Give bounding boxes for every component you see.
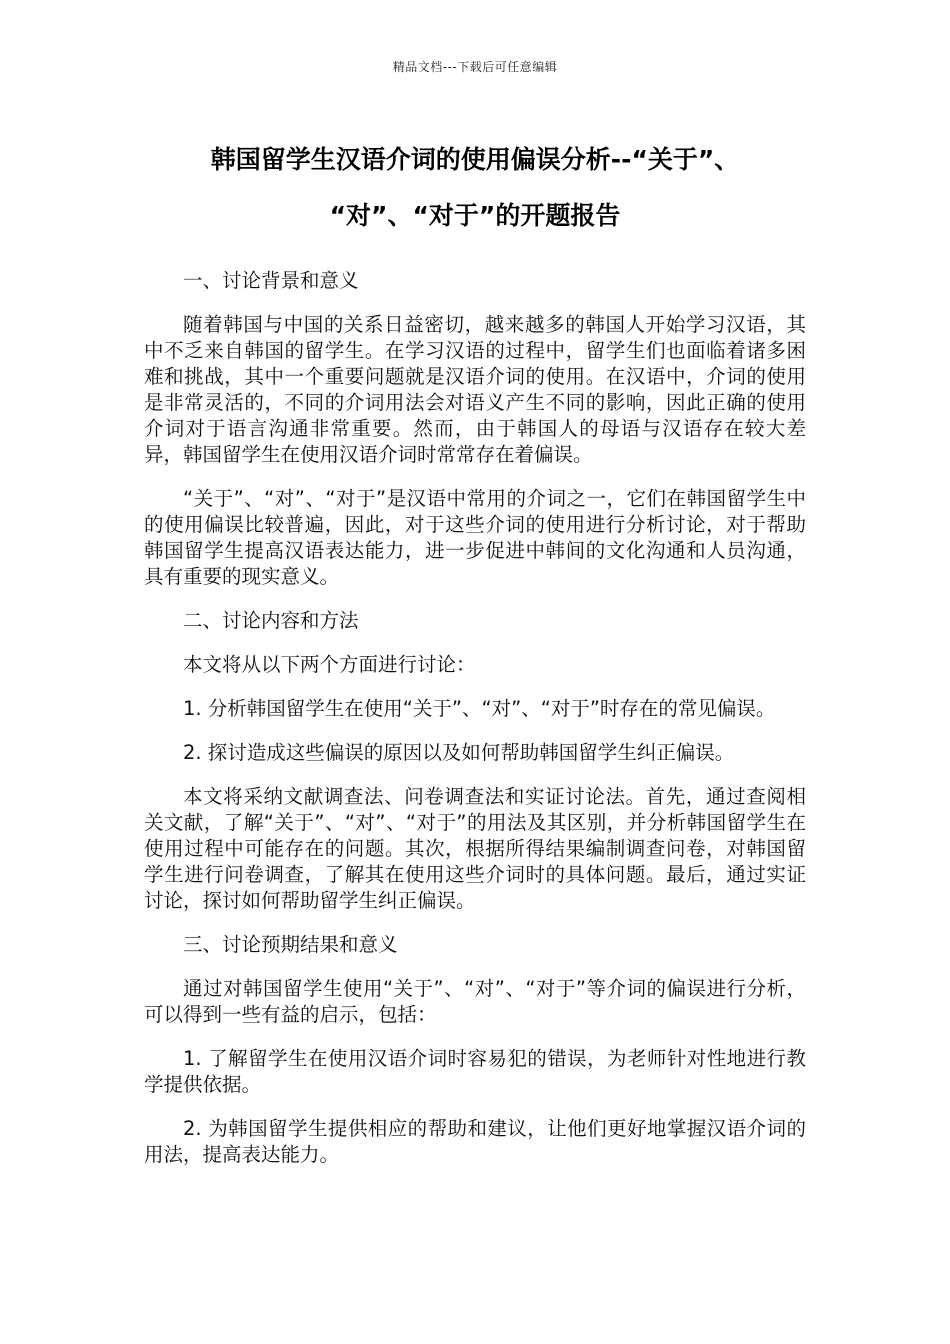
paragraph-results-intro: 通过对韩国留学生使用“关于”、“对”、“对于”等介词的偏误进行分析，可以得到一些有益的启示，包括： xyxy=(144,977,806,1026)
list-item-content-2: 2. 探讨造成这些偏误的原因以及如何帮助韩国留学生纠正偏误。 xyxy=(183,741,735,764)
paragraph-content-intro: 本文将从以下两个方面进行讨论： xyxy=(183,653,476,676)
list-item-results-2: 2. 为韩国留学生提供相应的帮助和建议，让他们更好地掌握汉语介词的用法，提高表达能力。 xyxy=(144,1117,806,1166)
section-heading-background: 一、讨论背景和意义 xyxy=(183,269,359,292)
paragraph-methods: 本文将采纳文献调查法、问卷调查法和实证讨论法。首先，通过查阅相关文献，了解“关于”、“对”、“对于”的用法及其区别，并分析韩国留学生在使用过程中可能存在的问题。其次，根据所得结果编制调查问卷，对韩国留学生进行问卷调查，了解其在使用这些介词时的具体问题。最后，通过实证讨论，探讨如何帮助留学生纠正偏误。 xyxy=(144,785,806,912)
list-item-results-1: 1. 了解留学生在使用汉语介词时容易犯的错误，为老师针对性地进行教学提供依据。 xyxy=(144,1047,806,1096)
header-note: 精品文档---下载后可任意编辑 xyxy=(392,60,558,74)
document-body xyxy=(144,268,806,1186)
document-title xyxy=(140,132,810,244)
title-line-2: “对”、“对于”的开题报告 xyxy=(329,201,621,230)
paragraph-background-1: 随着韩国与中国的关系日益密切，越来越多的韩国人开始学习汉语，其中不乏来自韩国的留学生。在学习汉语的过程中，留学生们也面临着诸多困难和挑战，其中一个重要问题就是汉语介词的使用。在汉语中，介词的使用是非常灵活的，不同的介词用法会对语义产生不同的影响，因此正确的使用介词对于语言沟通非常重要。然而，由于韩国人的母语与汉语存在较大差异，韩国留学生在使用汉语介词时常常存在着偏误。 xyxy=(144,313,806,466)
section-heading-content: 二、讨论内容和方法 xyxy=(183,609,359,632)
paragraph-background-2: “关于”、“对”、“对于”是汉语中常用的介词之一，它们在韩国留学生中的使用偏误比较普遍，因此，对于这些介词的使用进行分析讨论，对于帮助韩国留学生提高汉语表达能力，进一步促进中韩间的文化沟通和人员沟通，具有重要的现实意义。 xyxy=(144,487,806,588)
title-line-1: 韩国留学生汉语介词的使用偏误分析--“关于”、 xyxy=(210,145,740,174)
list-item-content-1: 1. 分析韩国留学生在使用“关于”、“对”、“对于”时存在的常见偏误。 xyxy=(183,697,776,720)
section-heading-results: 三、讨论预期结果和意义 xyxy=(183,933,398,956)
